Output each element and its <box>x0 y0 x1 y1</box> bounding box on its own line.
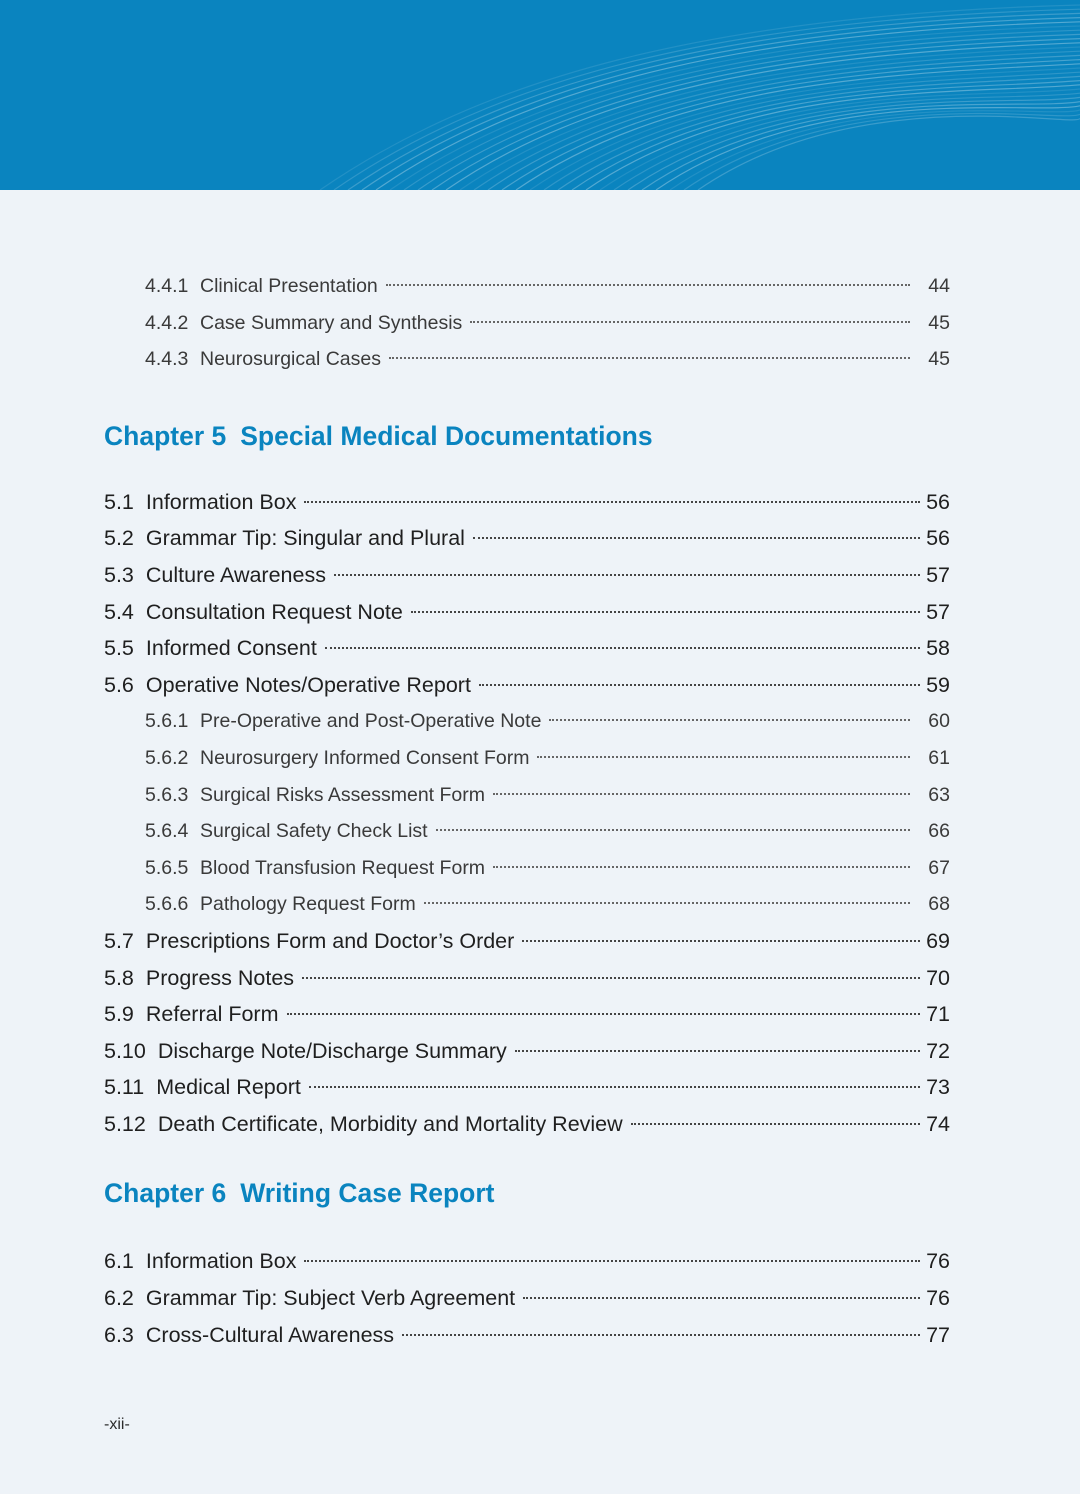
entry-page-number: 73 <box>926 1075 950 1100</box>
entry-title: Case Summary and Synthesis <box>200 311 463 334</box>
entry-page-number: 44 <box>928 275 950 297</box>
toc-section-entry[interactable] <box>104 594 950 631</box>
entry-number: 5.8 <box>104 965 134 990</box>
entry-page-number: 66 <box>928 820 950 843</box>
toc-subsection-entry[interactable] <box>104 740 950 777</box>
entry-page-number: 72 <box>926 1038 950 1063</box>
toc-subsection-entry[interactable] <box>104 305 950 342</box>
entry-title: Informed Consent <box>145 636 317 661</box>
entry-page-number: 57 <box>926 599 950 624</box>
entry-number: 6.3 <box>104 1322 134 1347</box>
toc-section-entry[interactable] <box>104 960 950 997</box>
chapter-6-heading <box>104 1175 950 1211</box>
dot-leader <box>537 755 910 758</box>
toc-subsection-entry[interactable] <box>104 777 950 814</box>
chapter-title: Special Medical Documentations <box>240 420 653 451</box>
entry-title: Progress Notes <box>145 965 295 990</box>
entry-title: Prescriptions Form and Doctor’s Order <box>145 928 515 953</box>
banner-wave-lines <box>0 0 1080 190</box>
entry-page-number: 58 <box>926 636 950 661</box>
entry-page-number: 56 <box>926 489 950 514</box>
entry-number: 4.4.2 <box>145 311 189 334</box>
entry-number: 5.4 <box>104 599 134 624</box>
toc-subsection-entry[interactable] <box>104 341 950 378</box>
toc-section-entry[interactable] <box>104 1069 950 1106</box>
entry-title: Death Certificate, Morbidity and Mortality Review <box>157 1111 623 1136</box>
entry-number: 5.6 <box>104 672 134 697</box>
entry-title: Blood Transfusion Request Form <box>200 856 486 879</box>
dot-leader <box>334 573 920 576</box>
dot-leader <box>470 320 910 323</box>
chapter-label: Chapter 6 <box>104 1178 227 1209</box>
dot-leader <box>325 646 920 649</box>
entry-page-number: 77 <box>926 1322 950 1347</box>
chapter-5-heading <box>104 418 950 454</box>
banner-wave-line <box>418 34 1080 190</box>
entry-page-number: 74 <box>926 1111 950 1136</box>
entry-number: 5.1 <box>104 489 134 514</box>
entry-number: 5.6.5 <box>145 856 189 879</box>
dot-leader <box>309 1085 920 1088</box>
entry-title: Information Box <box>145 1249 297 1274</box>
entry-number: 4.4.1 <box>145 275 189 297</box>
entry-page-number: 57 <box>926 562 950 587</box>
dot-leader <box>549 718 910 721</box>
entry-title: Operative Notes/Operative Report <box>145 672 471 697</box>
table-of-contents <box>104 268 950 1353</box>
entry-page-number: 56 <box>926 526 950 551</box>
dot-leader <box>436 828 910 831</box>
dot-leader <box>389 356 910 359</box>
entry-number: 5.2 <box>104 526 134 551</box>
entry-page-number: 45 <box>928 348 950 371</box>
entry-page-number: 59 <box>926 672 950 697</box>
toc-section-entry[interactable] <box>104 1243 950 1280</box>
dot-leader <box>515 1049 920 1052</box>
dot-leader <box>522 939 920 942</box>
dot-leader <box>386 283 910 286</box>
entry-number: 5.6.3 <box>145 783 189 806</box>
dot-leader <box>302 976 920 979</box>
toc-section-entry[interactable] <box>104 1280 950 1317</box>
dot-leader <box>473 536 920 539</box>
banner-wave-line <box>516 64 1080 190</box>
entry-page-number: 68 <box>928 893 950 916</box>
entry-number: 5.5 <box>104 636 134 661</box>
entry-number: 5.3 <box>104 562 134 587</box>
toc-subsection-entry[interactable] <box>104 813 950 850</box>
toc-subsection-entry[interactable] <box>104 703 950 740</box>
entry-number: 5.12 <box>104 1111 146 1136</box>
entry-title: Grammar Tip: Subject Verb Agreement <box>145 1286 516 1311</box>
entry-page-number: 76 <box>926 1249 950 1274</box>
entry-page-number: 70 <box>926 965 950 990</box>
toc-section-entry[interactable] <box>104 484 950 521</box>
entry-number: 5.6.2 <box>145 746 189 769</box>
entry-number: 5.6.4 <box>145 820 189 843</box>
toc-section-entry[interactable] <box>104 667 950 704</box>
toc-section-entry[interactable] <box>104 630 950 667</box>
entry-page-number: 71 <box>926 1002 950 1027</box>
dot-leader <box>411 610 920 613</box>
dot-leader <box>304 500 920 503</box>
entry-title: Neurosurgical Cases <box>200 348 381 371</box>
page-number: -xii- <box>104 1416 130 1433</box>
chapter-5-entry-list <box>104 484 950 1143</box>
chapter-label: Chapter 5 <box>104 420 227 451</box>
dot-leader <box>287 1012 921 1015</box>
dot-leader <box>493 865 910 868</box>
dot-leader <box>479 683 920 686</box>
entry-title: Medical Report <box>156 1075 301 1100</box>
entry-number: 4.4.3 <box>145 348 189 371</box>
entry-page-number: 67 <box>928 856 950 879</box>
entry-number: 5.10 <box>104 1038 146 1063</box>
entry-number: 5.11 <box>104 1075 145 1100</box>
dot-leader <box>424 901 910 904</box>
entry-number: 6.2 <box>104 1286 134 1311</box>
dot-leader <box>304 1259 920 1262</box>
entry-title: Surgical Safety Check List <box>200 820 428 843</box>
toc-subsection-entry[interactable] <box>104 850 950 887</box>
entry-title: Grammar Tip: Singular and Plural <box>145 526 465 551</box>
chapter-6-entry-list <box>104 1243 950 1353</box>
dot-leader <box>402 1333 920 1336</box>
entry-number: 5.6.1 <box>145 710 189 733</box>
toc-section-entry[interactable] <box>104 557 950 594</box>
entry-title: Clinical Presentation <box>200 275 378 297</box>
toc-subsection-entry[interactable] <box>104 268 950 305</box>
entry-number: 5.7 <box>104 928 134 953</box>
banner-wave-line <box>432 39 1080 190</box>
entry-page-number: 69 <box>926 928 950 953</box>
banner-wave-line <box>698 116 1080 190</box>
toc-section-entry[interactable] <box>104 1106 950 1143</box>
entry-title: Surgical Risks Assessment Form <box>200 783 485 806</box>
entry-title: Culture Awareness <box>145 562 326 587</box>
entry-number: 5.6.6 <box>145 893 189 916</box>
toc-subsection-entry[interactable] <box>104 886 950 923</box>
chapter-title: Writing Case Report <box>240 1178 495 1209</box>
banner-wave-line <box>404 30 1080 190</box>
dot-leader <box>631 1122 920 1125</box>
toc-section-entry[interactable] <box>104 1033 950 1070</box>
entry-title: Referral Form <box>145 1002 279 1027</box>
toc-section-entry[interactable] <box>104 923 950 960</box>
toc-section-entry[interactable] <box>104 1317 950 1354</box>
continued-subsection-list <box>104 268 950 378</box>
entry-page-number: 60 <box>928 710 950 733</box>
entry-number: 6.1 <box>104 1249 134 1274</box>
toc-section-entry[interactable] <box>104 996 950 1033</box>
dot-leader <box>493 792 910 795</box>
entry-page-number: 61 <box>928 746 950 769</box>
entry-title: Pre-Operative and Post-Operative Note <box>200 710 542 733</box>
entry-title: Discharge Note/Discharge Summary <box>157 1038 507 1063</box>
entry-title: Consultation Request Note <box>145 599 403 624</box>
entry-page-number: 63 <box>928 783 950 806</box>
entry-title: Cross-Cultural Awareness <box>145 1322 395 1347</box>
header-banner <box>0 0 1080 190</box>
entry-title: Neurosurgery Informed Consent Form <box>200 746 530 769</box>
entry-page-number: 76 <box>926 1286 950 1311</box>
entry-title: Information Box <box>145 489 297 514</box>
entry-title: Pathology Request Form <box>200 893 416 916</box>
entry-page-number: 45 <box>928 311 950 334</box>
entry-number: 5.9 <box>104 1002 134 1027</box>
toc-section-entry[interactable] <box>104 520 950 557</box>
banner-wave-line <box>642 102 1080 190</box>
dot-leader <box>523 1296 920 1299</box>
